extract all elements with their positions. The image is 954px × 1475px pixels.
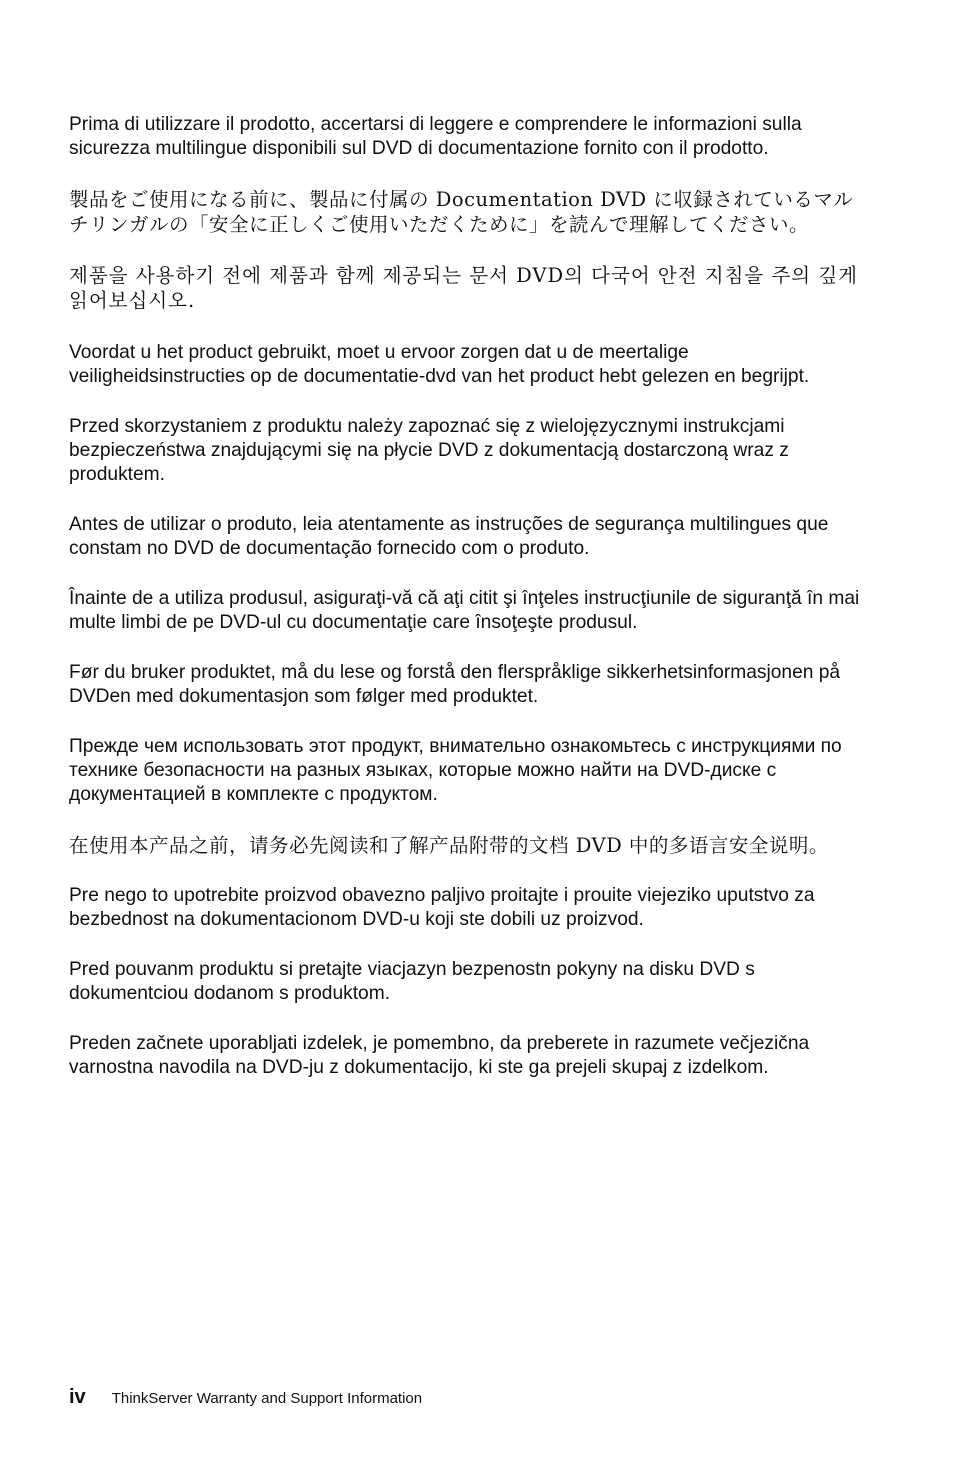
paragraph-chinese: 在使用本产品之前，请务必先阅读和了解产品附带的文档 DVD 中的多语言安全说明。 — [69, 834, 829, 857]
paragraph-serbian: Pre nego to upotrebite proizvod obavezno paljivo proitajte i prouite viejeziko uputstvo za bezbednost na dokumentacionom DVD-u koji ste dobili uz proizvod. — [69, 885, 815, 930]
page-footer — [69, 1386, 422, 1409]
paragraph-japanese: 製品をご使用になる前に、製品に付属の Documentation DVD に収録されているマルチリンガルの「安全に正しくご使用いただくために」を読んで理解してください。 — [69, 188, 854, 236]
paragraph-slovenian: Preden začnete uporabljati izdelek, je pomembno, da preberete in razumete večjezična varnostna navodila na DVD-ju z dokumentacijo, ki ste ga prejeli skupaj z izdelkom. — [69, 1033, 810, 1078]
footer-title: ThinkServer Warranty and Support Information — [111, 1390, 423, 1407]
paragraph-norwegian: Før du bruker produktet, må du lese og forstå den flerspråklige sikkerhetsinformasjonen på DVDen med dokumentasjon som følger med produktet. — [69, 662, 841, 707]
paragraph-romanian: Înainte de a utiliza produsul, asiguraţi-vă că aţi citit şi înţeles instrucţiunile de siguranţă în mai multe limbi de pe DVD-ul cu documentaţie care însoţeşte produsul. — [69, 588, 860, 633]
paragraph-korean: 제품을 사용하기 전에 제품과 함께 제공되는 문서 DVD의 다국어 안전 지침을 주의 깊게 읽어보십시오. — [69, 264, 859, 312]
paragraph-italian: Prima di utilizzare il prodotto, accertarsi di leggere e comprendere le informazioni sulla sicurezza multilingue disponibili sul DVD di documentazione fornito con il prodotto. — [69, 114, 802, 159]
paragraph-slovak: Pred pouvanm produktu si pretajte viacjazyn bezpenostn pokyny na disku DVD s dokumentciou dodanom s produktom. — [69, 959, 755, 1004]
paragraph-dutch: Voordat u het product gebruikt, moet u ervoor zorgen dat u de meertalige veiligheidsinstructies op de documentatie-dvd van het product hebt gelezen en begrijpt. — [69, 342, 810, 387]
paragraph-portuguese: Antes de utilizar o produto, leia atentamente as instruções de segurança multilingues que constam no DVD de documentação fornecido com o produto. — [69, 514, 829, 559]
paragraph-russian: Прежде чем использовать этот продукт, внимательно ознакомьтесь с инструкциями по технике безопасности на разных языках, которые можно найти на DVD-диске с документацией в комплекте с продуктом. — [69, 736, 842, 805]
paragraph-polish: Przed skorzystaniem z produktu należy zapoznać się z wielojęzycznymi instrukcjami bezpieczeństwa znajdującymi się na płycie DVD z dokumentacją dostarczoną wraz z produktem. — [69, 416, 789, 485]
page-number: iv — [69, 1386, 86, 1408]
document-body — [69, 113, 869, 1106]
